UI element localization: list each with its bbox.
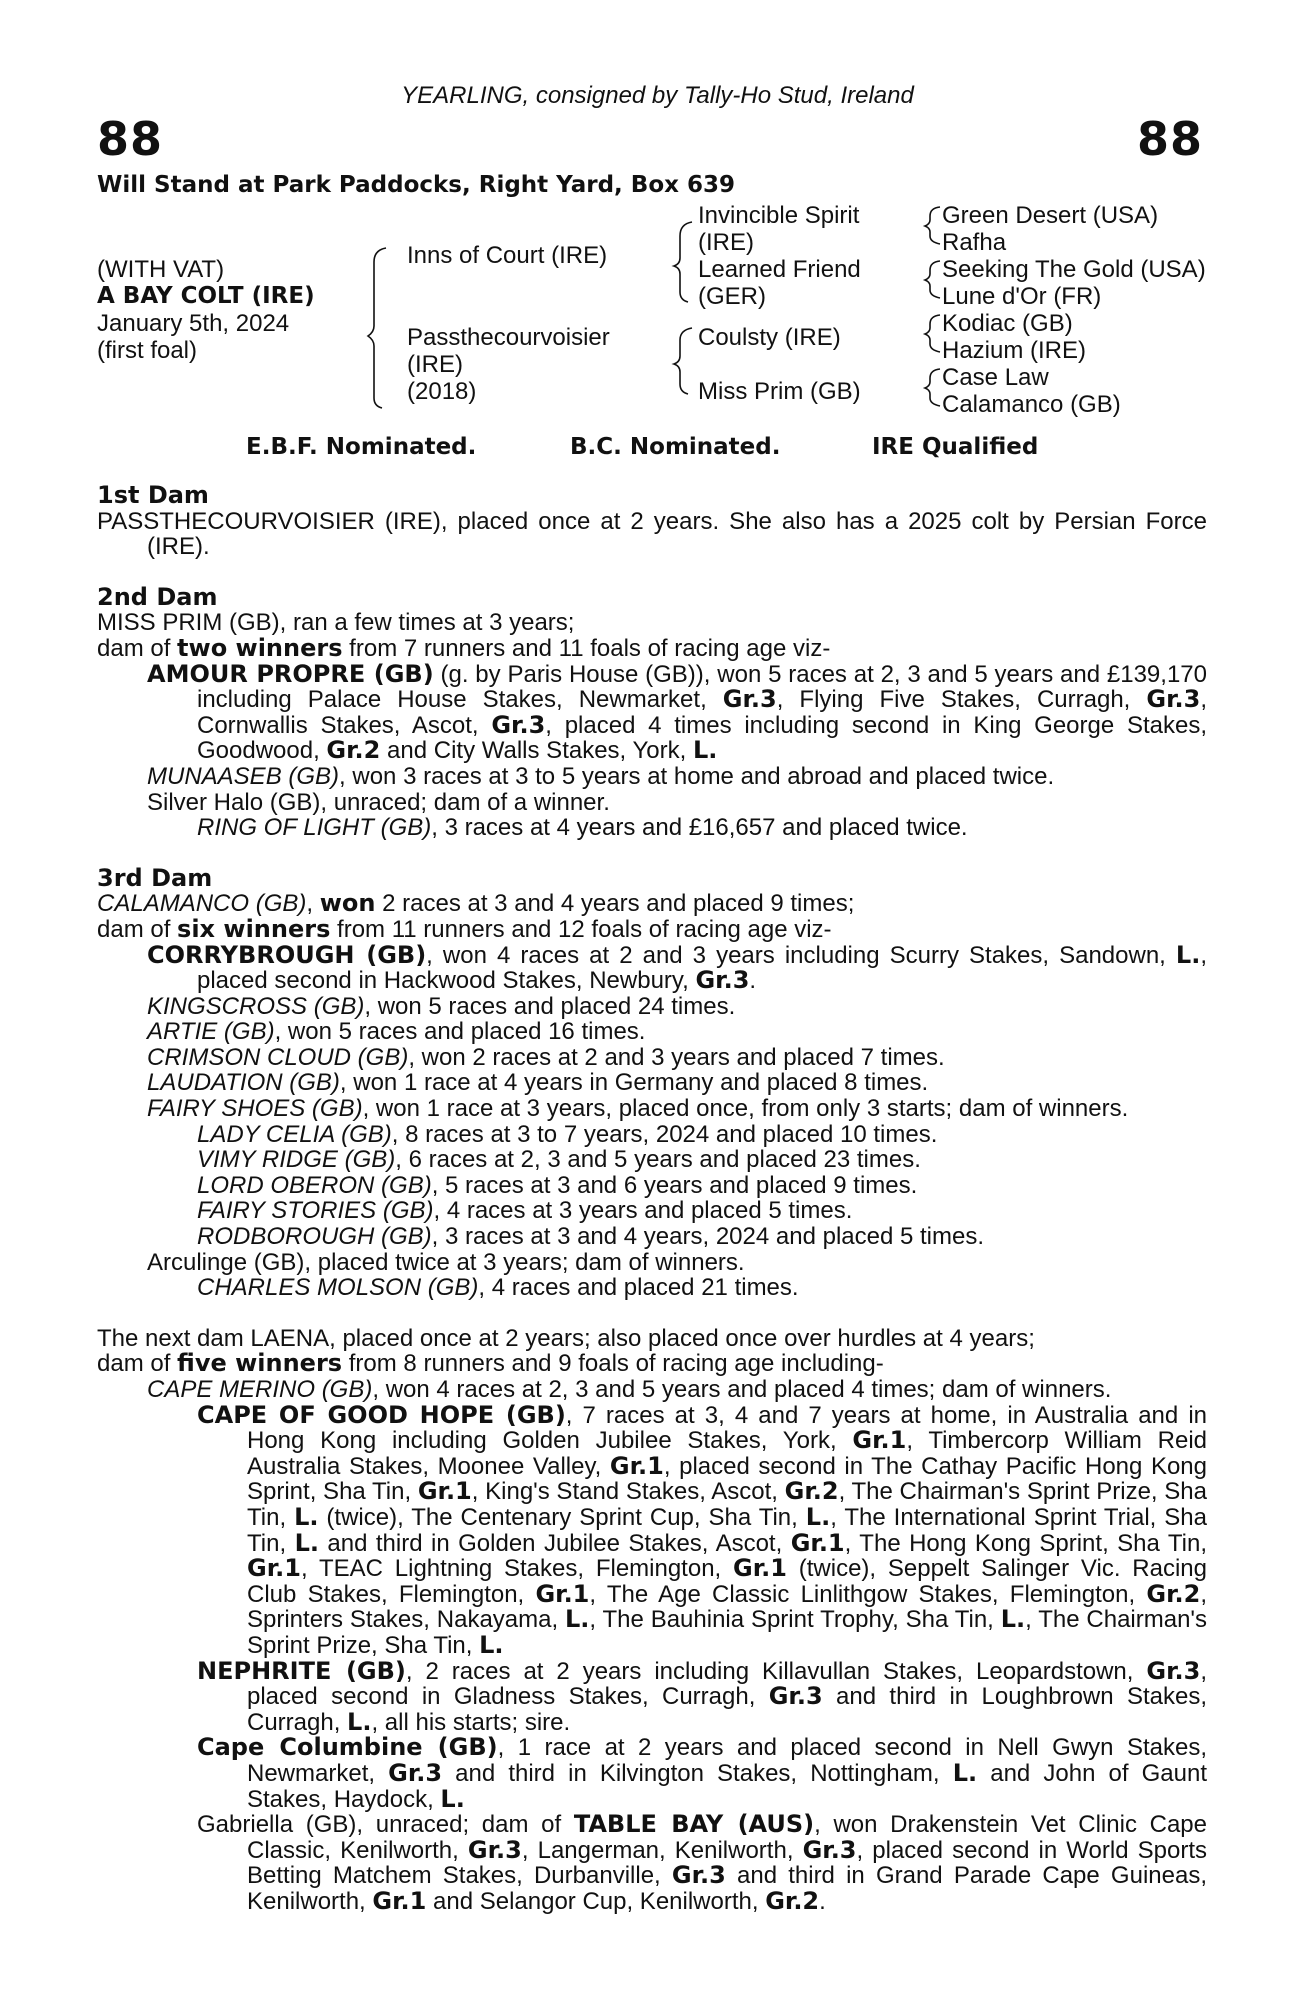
bracket-sire: [674, 222, 692, 302]
second-dam-summary: dam of two winners from 7 runners and 11 foals of racing age viz-: [97, 633, 831, 662]
ggdam-2: Lune d'Or (FR): [942, 283, 1102, 310]
bracket-sd: [925, 261, 940, 298]
progeny-entry: LORD OBERON (GB), 5 races at 3 and 6 years and placed 9 times.: [197, 1171, 918, 1199]
progeny-entry: FAIRY STORIES (GB), 4 races at 3 years and placed 5 times.: [197, 1197, 853, 1225]
dam-origin: (IRE): [407, 351, 463, 378]
progeny-entry: VIMY RIDGE (GB), 6 races at 2, 3 and 5 years and placed 23 times.: [197, 1146, 921, 1174]
vat-note: (WITH VAT): [97, 256, 225, 283]
dam-year: (2018): [407, 378, 477, 405]
charles-molson-entry: CHARLES MOLSON (GB), 4 races and placed 21 times.: [197, 1274, 799, 1302]
progeny-entry: LADY CELIA (GB), 8 races at 3 to 7 years, 2024 and placed 10 times.: [197, 1120, 938, 1148]
runner-entry: KINGSCROSS (GB), won 5 races and placed 24 times.: [147, 992, 736, 1020]
silver-halo-entry: Silver Halo (GB), unraced; dam of a winner.: [147, 788, 610, 816]
produce-record: [97, 483, 1207, 1914]
sire-name: Inns of Court (IRE): [407, 242, 608, 269]
bracket-dam: [674, 328, 692, 394]
runner-entry: FAIRY SHOES (GB), won 1 race at 3 years, placed once, from only 3 starts; dam of winners.: [147, 1095, 1129, 1123]
sire-dam-origin: (GER): [698, 283, 766, 310]
second-dam-line: MISS PRIM (GB), ran a few times at 3 years;: [97, 609, 575, 637]
runner-entry: ARTIE (GB), won 5 races and placed 16 times.: [147, 1018, 646, 1046]
cape-of-good-hope-entry: CAPE OF GOOD HOPE (GB), 7 races at 3, 4 and 7 years at home, in Australia and in Hong Kong including Golden Jubilee Stakes, York, Gr.1, Timbercorp William Reid Australia Stakes, Moonee Valley, Gr.1, placed second in The Cathay Pacific Hong Kong Sprint, Sha Tin, Gr.1, King's Stand Stakes, Ascot, Gr.2, The Chairman's Sprint Prize, Sha Tin, L. (twice), The Centenary Sprint Cup, Sha Tin, L., The International Sprint Trial, Sha Tin, L. and third in Golden Jubilee Stakes, Ascot, Gr.1, The Hong Kong Sprint, Sha Tin, Gr.1, TEAC Lightning Stakes, Flemington, Gr.1 (twice), Seppelt Salinger Vic. Racing Club Stakes, Flemington, Gr.1, The Age Classic Linlithgow Stakes, Flemington, Gr.2, Sprinters Stakes, Nakayama, L., The Bauhinia Sprint Trophy, Sha Tin, L., The Chairman's Sprint Prize, Sha Tin, L.: [197, 1400, 1208, 1659]
bc-nomination: B.C. Nominated.: [570, 434, 781, 460]
corrybrough-entry: CORRYBROUGH (GB), won 4 races at 2 and 3 years including Scurry Stakes, Sandown, L., placed second in Hackwood Stakes, Newbury, Gr.3.: [147, 940, 1208, 995]
sire-sire: Invincible Spirit: [698, 202, 860, 229]
horse-name: A BAY COLT (IRE): [97, 283, 315, 309]
dam-dam: Miss Prim (GB): [698, 378, 861, 405]
lot-number-left: 88: [97, 112, 164, 166]
third-dam-line: CALAMANCO (GB), won 2 races at 3 and 4 years and placed 9 times;: [97, 889, 855, 918]
sire-sire-origin: (IRE): [698, 229, 754, 256]
ggsire-3: Kodiac (GB): [942, 310, 1073, 337]
second-dam-heading: 2nd Dam: [97, 582, 218, 611]
ire-qualified: IRE Qualified: [872, 434, 1039, 460]
consignor-line: YEARLING, consigned by Tally-Ho Stud, Ireland: [401, 82, 914, 109]
ggsire-1: Green Desert (USA): [942, 202, 1159, 229]
arculinge-entry: Arculinge (GB), placed twice at 3 years; dam of winners.: [147, 1248, 745, 1276]
bracket-ds: [925, 315, 940, 352]
nephrite-entry: NEPHRITE (GB), 2 races at 2 years including Killavullan Stakes, Leopardstown, Gr.3, placed second in Gladness Stakes, Curragh, Gr.3 and third in Loughbrown Stakes, Curragh, L., all his starts; sire.: [197, 1656, 1207, 1736]
first-dam-text: PASSTHECOURVOISIER (IRE), placed once at 2 years. She also has a 2025 colt by Persian Force (IRE).: [97, 507, 1207, 561]
ggdam-1: Rafha: [942, 229, 1007, 256]
stand-location: Will Stand at Park Paddocks, Right Yard, Box 639: [97, 172, 735, 198]
ggdam-4: Calamanco (GB): [942, 391, 1121, 418]
dam-name: Passthecourvoisier: [407, 324, 610, 351]
dam-sire: Coulsty (IRE): [698, 324, 841, 351]
amour-propre-entry: AMOUR PROPRE (GB) (g. by Paris House (GB)), won 5 races at 2, 3 and 5 years and £139,170 including Palace House Stakes, Newmarket, Gr.3, Flying Five Stakes, Curragh, Gr.3, Cornwallis Stakes, Ascot, Gr.3, placed 4 times including second in King George Stakes, Goodwood, Gr.2 and City Walls Stakes, York, L.: [147, 659, 1207, 765]
ring-of-light-entry: RING OF LIGHT (GB), 3 races at 4 years and £16,657 and placed twice.: [197, 814, 968, 842]
next-dam-line: The next dam LAENA, placed once at 2 years; also placed once over hurdles at 4 years;: [97, 1324, 1035, 1352]
foal-note: (first foal): [97, 337, 198, 364]
gabriella-entry: Gabriella (GB), unraced; dam of TABLE BAY (AUS), won Drakenstein Vet Clinic Cape Classic, Kenilworth, Gr.3, Langerman, Kenilworth, Gr.3, placed second in World Sports Betting Matchem Stakes, Durbanville, Gr.3 and third in Grand Parade Cape Guineas, Kenilworth, Gr.1 and Selangor Cup, Kenilworth, Gr.2.: [197, 1810, 1207, 1915]
bracket-main: [368, 248, 386, 408]
first-dam-heading: 1st Dam: [97, 481, 209, 509]
bracket-ss: [925, 207, 940, 244]
bracket-dd: [925, 369, 940, 406]
cape-columbine-entry: Cape Columbine (GB), 1 race at 2 years and placed second in Nell Gwyn Stakes, Newmarket, Gr.3 and third in Kilvington Stakes, Nottingham, L. and John of Gaunt Stakes, Haydock, L.: [197, 1733, 1208, 1813]
ggsire-2: Seeking The Gold (USA): [942, 256, 1206, 283]
ebf-nomination: E.B.F. Nominated.: [246, 434, 477, 460]
cape-merino-entry: CAPE MERINO (GB), won 4 races at 2, 3 and 5 years and placed 4 times; dam of winners.: [147, 1376, 1112, 1403]
foaling-date: January 5th, 2024: [97, 310, 290, 337]
third-dam-summary: dam of six winners from 11 runners and 12 foals of racing age viz-: [97, 914, 832, 943]
runner-entry: CRIMSON CLOUD (GB), won 2 races at 2 and 3 years and placed 7 times.: [147, 1043, 945, 1071]
ggdam-3: Hazium (IRE): [942, 337, 1087, 364]
runner-entry: LAUDATION (GB), won 1 race at 4 years in Germany and placed 8 times.: [147, 1069, 929, 1097]
third-dam-heading: 3rd Dam: [97, 863, 213, 892]
ggsire-4: Case Law: [942, 364, 1049, 391]
lot-number-right: 88: [1136, 112, 1203, 166]
munaaseb-entry: MUNAASEB (GB), won 3 races at 3 to 5 years at home and abroad and placed twice.: [147, 762, 1055, 790]
progeny-entry: RODBOROUGH (GB), 3 races at 3 and 4 years, 2024 and placed 5 times.: [197, 1223, 985, 1251]
next-dam-summary: dam of five winners from 8 runners and 9 foals of racing age including-: [97, 1349, 884, 1378]
sire-dam: Learned Friend: [698, 256, 861, 283]
